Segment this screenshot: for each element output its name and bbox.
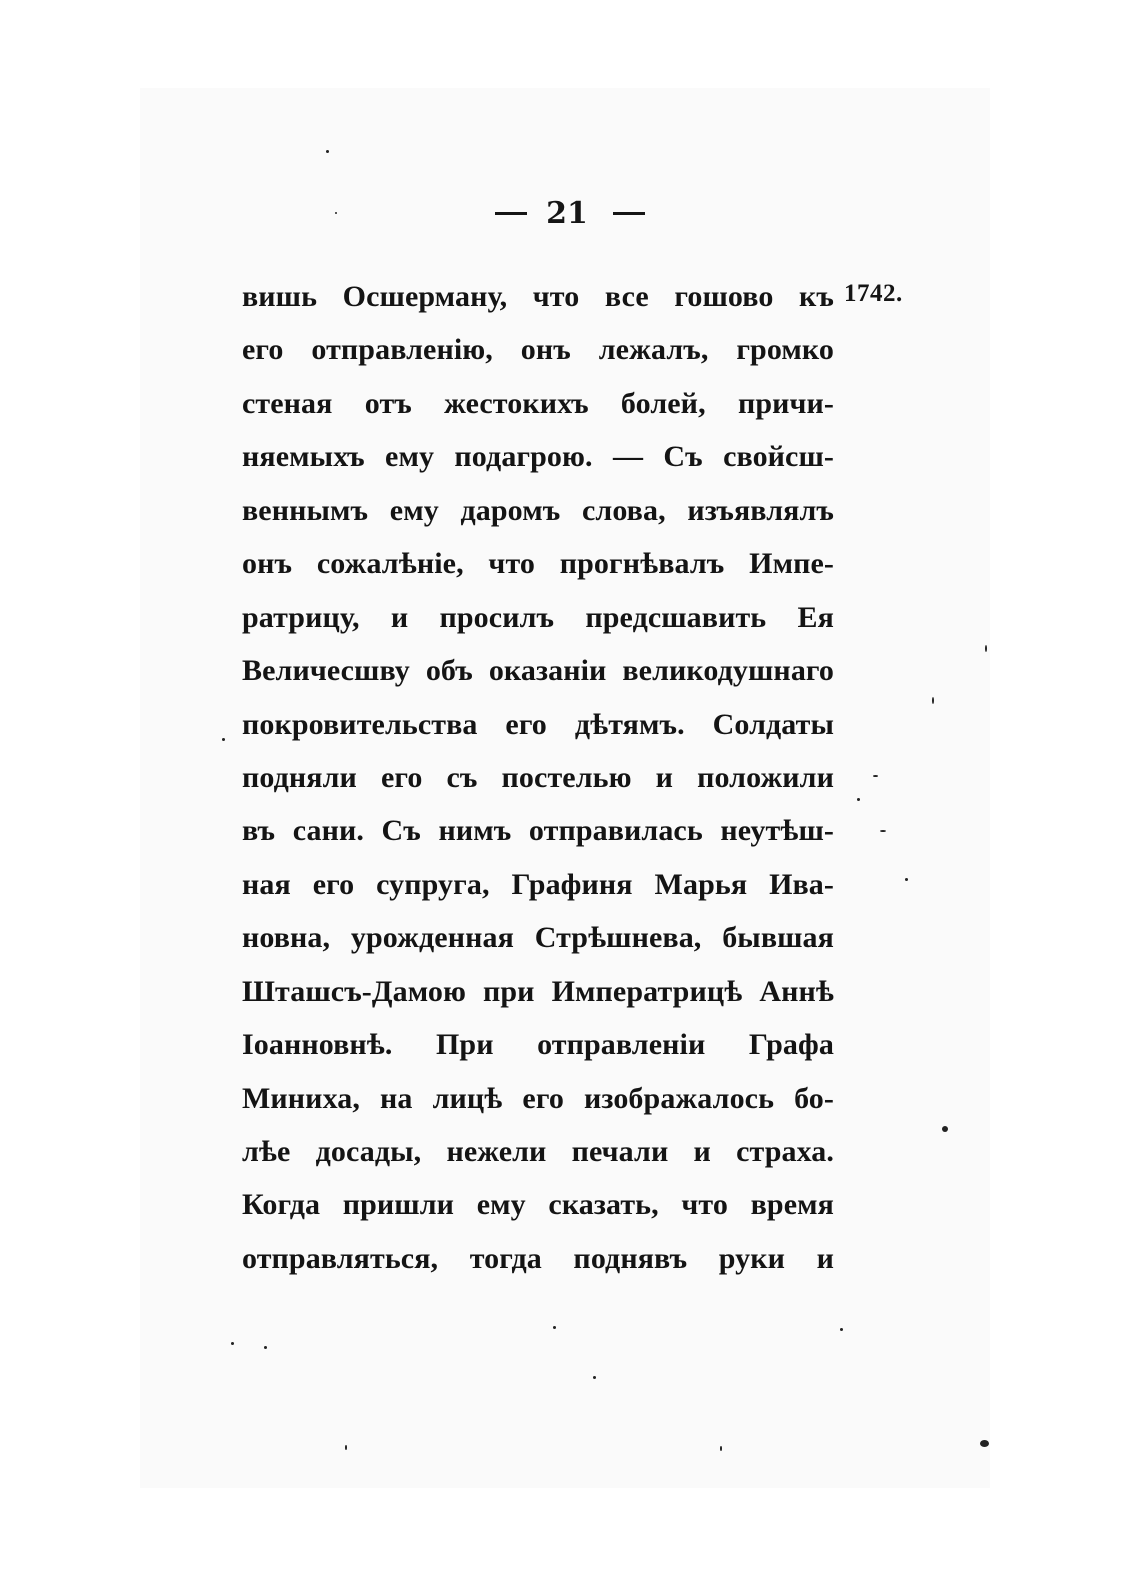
body-text xyxy=(242,270,834,1285)
text-line: стеная отъ жестокихъ болей, причи- xyxy=(242,386,834,420)
scan-speck xyxy=(326,150,329,153)
scan-speck xyxy=(905,878,908,881)
margin-year-note: 1742. xyxy=(844,280,903,307)
scan-speck xyxy=(553,1326,556,1329)
page-number: 21 xyxy=(546,195,588,231)
scan-speck xyxy=(942,1126,948,1132)
scan-speck xyxy=(985,645,987,652)
text-line: ратрицу, и просилъ предсшавить Ея xyxy=(242,600,834,634)
text-line: въ сани. Съ нимъ отправилась неутѣш- xyxy=(242,814,834,848)
scan-speck xyxy=(932,697,934,704)
page-header xyxy=(0,193,1140,233)
scan-speck xyxy=(335,212,337,214)
scan-speck xyxy=(857,798,860,801)
scan-speck xyxy=(873,775,878,777)
scan-speck xyxy=(345,1445,347,1450)
scan-speck xyxy=(264,1346,267,1349)
text-line: подняли его съ постелью и положили xyxy=(242,760,834,794)
scan-speck xyxy=(840,1328,843,1331)
scan-speck xyxy=(980,1440,989,1447)
scan-speck xyxy=(593,1376,596,1379)
text-line: Когда пришли ему сказать, что время xyxy=(242,1188,834,1222)
text-line: Миниха, на лицѣ его изображалось бо- xyxy=(242,1081,834,1115)
text-line: его отправленію, онъ лежалъ, громко xyxy=(242,333,834,367)
text-line: няемыхъ ему подагрою. — Съ свойсш- xyxy=(242,440,834,474)
header-dash-right xyxy=(613,212,645,215)
text-line: вишь Осшерману, что все гошово къ xyxy=(242,280,834,313)
text-line: покровительства его дѣтямъ. Солдаты xyxy=(242,707,834,741)
text-line: веннымъ ему даромъ слова, изъявлялъ xyxy=(242,493,834,527)
text-line: отправляться, тогда поднявъ руки и xyxy=(242,1241,834,1275)
scan-speck xyxy=(222,738,225,741)
scan-speck xyxy=(880,830,886,832)
text-line: Шташсъ-Дамою при Императрицѣ Аннѣ xyxy=(242,974,834,1008)
text-line: Величесшву объ оказаніи великодушнаго xyxy=(242,654,834,688)
text-line: онъ сожалѣніе, что прогнѣвалъ Импе- xyxy=(242,547,834,581)
scan-speck xyxy=(231,1342,234,1345)
text-line: лѣе досады, нежели печали и страха. xyxy=(242,1135,834,1168)
text-line: Іоанновнѣ. При отправленіи Графа xyxy=(242,1028,834,1062)
header-dash-left xyxy=(495,212,527,215)
text-line: новна, урожденная Стрѣшнева, бывшая xyxy=(242,921,834,955)
scan-speck xyxy=(720,1446,722,1451)
text-line: ная его супруга, Графиня Марья Ива- xyxy=(242,867,834,901)
